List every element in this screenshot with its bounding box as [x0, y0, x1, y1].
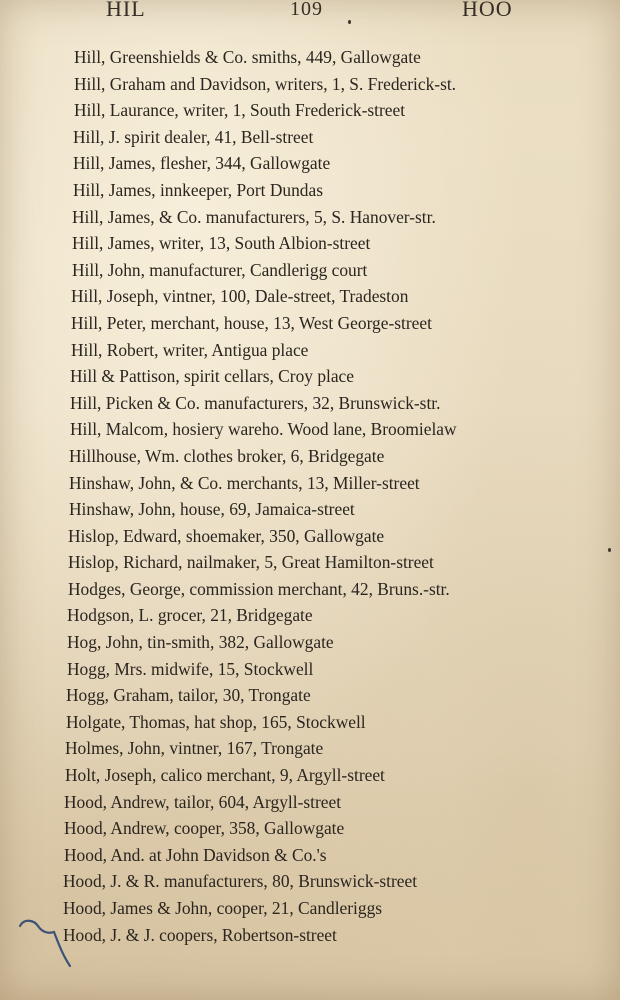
- directory-entry: Hood, And. at John Davidson & Co.'s: [64, 844, 327, 865]
- handwritten-ink-mark: [14, 912, 84, 972]
- directory-entry: Hislop, Richard, nailmaker, 5, Great Hamilton-street: [68, 552, 434, 573]
- directory-entry: Hill, James, & Co. manufacturers, 5, S. Hanover-str.: [72, 206, 436, 227]
- directory-entry: Hill, Greenshields & Co. smiths, 449, Gallowgate: [74, 47, 421, 67]
- directory-entry: Hill, Malcom, hosiery wareho. Wood lane, Broomielaw: [70, 419, 457, 440]
- directory-entry: Hood, Andrew, tailor, 604, Argyll-street: [64, 791, 342, 812]
- directory-entry: Hinshaw, John, house, 69, Jamaica-street: [69, 499, 355, 520]
- directory-entry: Hood, J. & J. coopers, Robertson-street: [63, 924, 337, 945]
- directory-entry: Hislop, Edward, shoemaker, 350, Gallowgate: [68, 525, 385, 546]
- directory-entry: Holgate, Thomas, hat shop, 165, Stockwell: [66, 711, 366, 732]
- directory-entry: Hill, J. spirit dealer, 41, Bell-street: [73, 126, 314, 147]
- running-head-left: HIL: [106, 0, 146, 21]
- directory-entry: Hogg, Mrs. midwife, 15, Stockwell: [67, 658, 314, 679]
- directory-entry: Hill, Laurance, writer, 1, South Frederick-street: [74, 100, 406, 121]
- directory-entry: Hill, Graham and Davidson, writers, 1, S. Frederick-st.: [74, 73, 457, 94]
- directory-entry: Hill, Picken & Co. manufacturers, 32, Brunswick-str.: [70, 392, 441, 413]
- directory-entry: Hill, John, manufacturer, Candlerigg court: [72, 259, 368, 280]
- paper-speck: [348, 20, 351, 24]
- directory-entry: Hill, James, writer, 13, South Albion-street: [72, 233, 371, 254]
- directory-entry: Hinshaw, John, & Co. merchants, 13, Miller-street: [69, 472, 420, 493]
- directory-entry: Hog, John, tin-smith, 382, Gallowgate: [67, 632, 334, 653]
- running-head-right: HOO: [462, 0, 513, 21]
- directory-entry: Hood, Andrew, cooper, 358, Gallowgate: [64, 818, 345, 839]
- page-number: 109: [290, 0, 323, 20]
- directory-entry: Hill & Pattison, spirit cellars, Croy place: [70, 366, 354, 387]
- directory-entry: Hill, Joseph, vintner, 100, Dale-street, Tradeston: [71, 286, 409, 307]
- directory-entry: Hill, Robert, writer, Antigua place: [71, 339, 309, 360]
- directory-entry: Hill, James, innkeeper, Port Dundas: [73, 179, 323, 200]
- directory-entry: Hood, James & John, cooper, 21, Candleriggs: [63, 898, 383, 918]
- directory-entry: Holmes, John, vintner, 167, Trongate: [65, 738, 324, 759]
- directory-entry: Hill, James, flesher, 344, Gallowgate: [73, 153, 331, 174]
- paper-speck: [608, 548, 611, 552]
- running-head: [0, 0, 620, 30]
- directory-entries: [0, 44, 620, 948]
- directory-entry: Hodges, George, commission merchant, 42, Bruns.-str.: [68, 578, 450, 599]
- directory-entry: Hogg, Graham, tailor, 30, Trongate: [66, 685, 311, 706]
- directory-entry: Holt, Joseph, calico merchant, 9, Argyll-street: [65, 765, 385, 786]
- directory-entry: Hodgson, L. grocer, 21, Bridgegate: [67, 605, 313, 626]
- directory-entry: Hood, J. & R. manufacturers, 80, Brunswick-street: [63, 871, 418, 892]
- directory-entry: Hillhouse, Wm. clothes broker, 6, Bridgegate: [69, 445, 385, 466]
- directory-entry: Hill, Peter, merchant, house, 13, West George-street: [71, 312, 432, 333]
